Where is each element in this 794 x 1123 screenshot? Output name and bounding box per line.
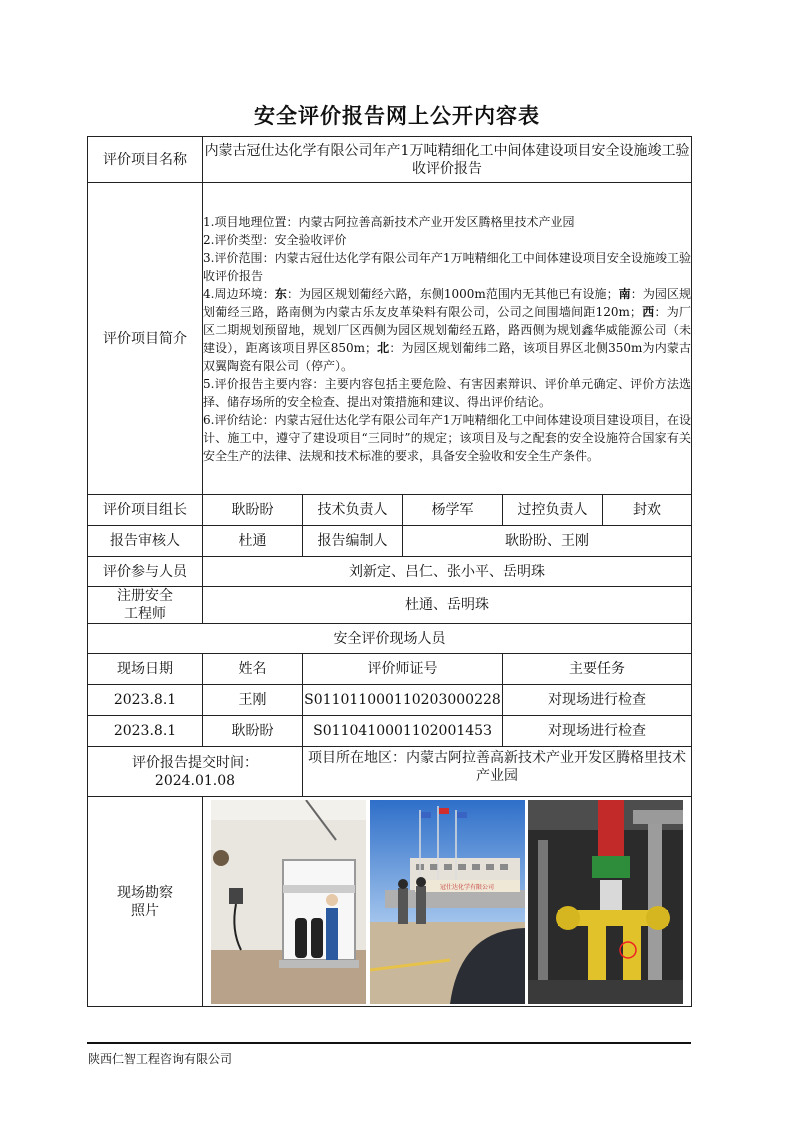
submit-location: 项目所在地区：内蒙古阿拉善高新技术产业开发区腾格里技术产业园 <box>303 747 692 797</box>
photos-label-line2: 照片 <box>131 902 159 919</box>
engineers-value: 杜通、岳明珠 <box>203 587 692 624</box>
north-label: 北 <box>377 340 390 355</box>
site-section-row <box>88 624 692 654</box>
participants-row <box>88 557 692 587</box>
leader-label: 评价项目组长 <box>88 495 203 526</box>
east-text: ：为园区规划葡经六路，东侧1000m范围内无其他已有设施； <box>286 286 619 301</box>
site-header-row <box>88 654 692 685</box>
project-intro-label: 评价项目简介 <box>88 183 203 495</box>
site-photo-gas-cabinet <box>211 800 366 1004</box>
project-name-row <box>88 137 692 183</box>
intro-environment <box>203 285 691 375</box>
site-name: 耿盼盼 <box>203 716 303 747</box>
engineers-label <box>88 587 203 624</box>
page-title: 安全评价报告网上公开内容表 <box>254 104 540 128</box>
photos-row <box>88 797 692 1007</box>
submit-date: 2024.01.08 <box>154 772 236 789</box>
reviewer-value: 杜通 <box>203 526 303 557</box>
site-date: 2023.8.1 <box>88 685 203 716</box>
submit-row <box>88 747 692 797</box>
project-intro-row <box>88 183 692 495</box>
process-label: 过控负责人 <box>503 495 603 526</box>
disclosure-table <box>87 136 692 1007</box>
south-text: ：为园区规划葡经三路，路南侧为内蒙古乐友皮革染料有限公司，公司之间围墙间距120m； <box>203 286 692 319</box>
tech-label: 技术负责人 <box>303 495 403 526</box>
process-value: 封欢 <box>603 495 692 526</box>
tech-value: 杨学军 <box>403 495 503 526</box>
site-name: 王刚 <box>203 685 303 716</box>
site-photo-valves <box>528 800 683 1004</box>
leader-value: 耿盼盼 <box>203 495 303 526</box>
site-header-name: 姓名 <box>203 654 303 685</box>
project-name-label: 评价项目名称 <box>88 137 203 183</box>
site-header-task: 主要任务 <box>503 654 692 685</box>
site-task: 对现场进行检查 <box>503 716 692 747</box>
site-header-cert: 评价师证号 <box>303 654 503 685</box>
photos-label <box>88 797 203 1007</box>
reviewer-label: 报告审核人 <box>88 526 203 557</box>
project-name-value: 内蒙古冠仕达化学有限公司年产1万吨精细化工中间体建设项目安全设施竣工验收评价报告 <box>203 137 692 183</box>
submit-label: 评价报告提交时间： <box>132 754 258 771</box>
factory-sign-text: 冠仕达化学有限公司 <box>439 883 494 891</box>
east-label: 东 <box>274 286 287 301</box>
photos-label-line1: 现场勘察 <box>117 884 173 901</box>
table-row <box>88 685 692 716</box>
intro-location: 1.项目地理位置：内蒙古阿拉善高新技术产业开发区腾格里技术产业园 <box>203 214 575 229</box>
engineers-label-line1: 注册安全 <box>117 588 173 604</box>
site-photo-factory-gate <box>370 800 525 1004</box>
intro-content: 5.评价报告主要内容：主要内容包括主要危险、有害因素辩识、评价单元确定、评价方法选择、储存场所的安全检查、提出对策措施和建议、得出评价结论。 <box>203 376 692 409</box>
engineers-row <box>88 587 692 624</box>
south-label: 南 <box>618 286 631 301</box>
footer-divider <box>87 1042 691 1044</box>
env-prefix: 4.周边环境： <box>203 286 275 301</box>
participants-label: 评价参与人员 <box>88 557 203 587</box>
west-text: ：为厂区二期规划预留地，规划厂区西侧为园区规划葡经五路，路西侧为规划鑫华威能源公司（未建设），距离该项目界区850m； <box>203 304 692 355</box>
site-cert: S011011000110203000228 <box>303 685 503 716</box>
intro-conclusion: 6.评价结论：内蒙古冠仕达化学有限公司年产1万吨精细化工中间体建设项目建设项目，在设计、施工中，遵守了建设项目“三同时”的规定；该项目及与之配套的安全设施符合国家有关安全生产的法律、法规和技术标准的要求，具备安全验收和安全生产条件。 <box>203 412 692 463</box>
north-text: ：为园区规划葡纬二路，该项目界区北侧350m为内蒙古双翼陶瓷有限公司（停产）。 <box>203 340 692 373</box>
photos-cell <box>203 797 692 1007</box>
table-row <box>88 716 692 747</box>
project-intro-content <box>203 183 692 495</box>
compiler-value: 耿盼盼、王刚 <box>403 526 692 557</box>
intro-scope: 3.评价范围：内蒙古冠仕达化学有限公司年产1万吨精细化工中间体建设项目安全设施竣工验收评价报告 <box>203 250 692 283</box>
footer-company: 陕西仁智工程咨询有限公司 <box>88 1052 233 1066</box>
engineers-label-line2: 工程师 <box>124 606 166 622</box>
site-cert: S011041000110200145З <box>303 716 503 747</box>
submit-time-cell <box>88 747 303 797</box>
site-task: 对现场进行检查 <box>503 685 692 716</box>
staff-row-1 <box>88 495 692 526</box>
site-date: 2023.8.1 <box>88 716 203 747</box>
intro-type: 2.评价类型：安全验收评价 <box>203 232 347 247</box>
site-section-title: 安全评价现场人员 <box>88 624 692 654</box>
staff-row-2 <box>88 526 692 557</box>
site-header-date: 现场日期 <box>88 654 203 685</box>
participants-value: 刘新定、吕仁、张小平、岳明珠 <box>203 557 692 587</box>
west-label: 西 <box>641 304 655 319</box>
compiler-label: 报告编制人 <box>303 526 403 557</box>
